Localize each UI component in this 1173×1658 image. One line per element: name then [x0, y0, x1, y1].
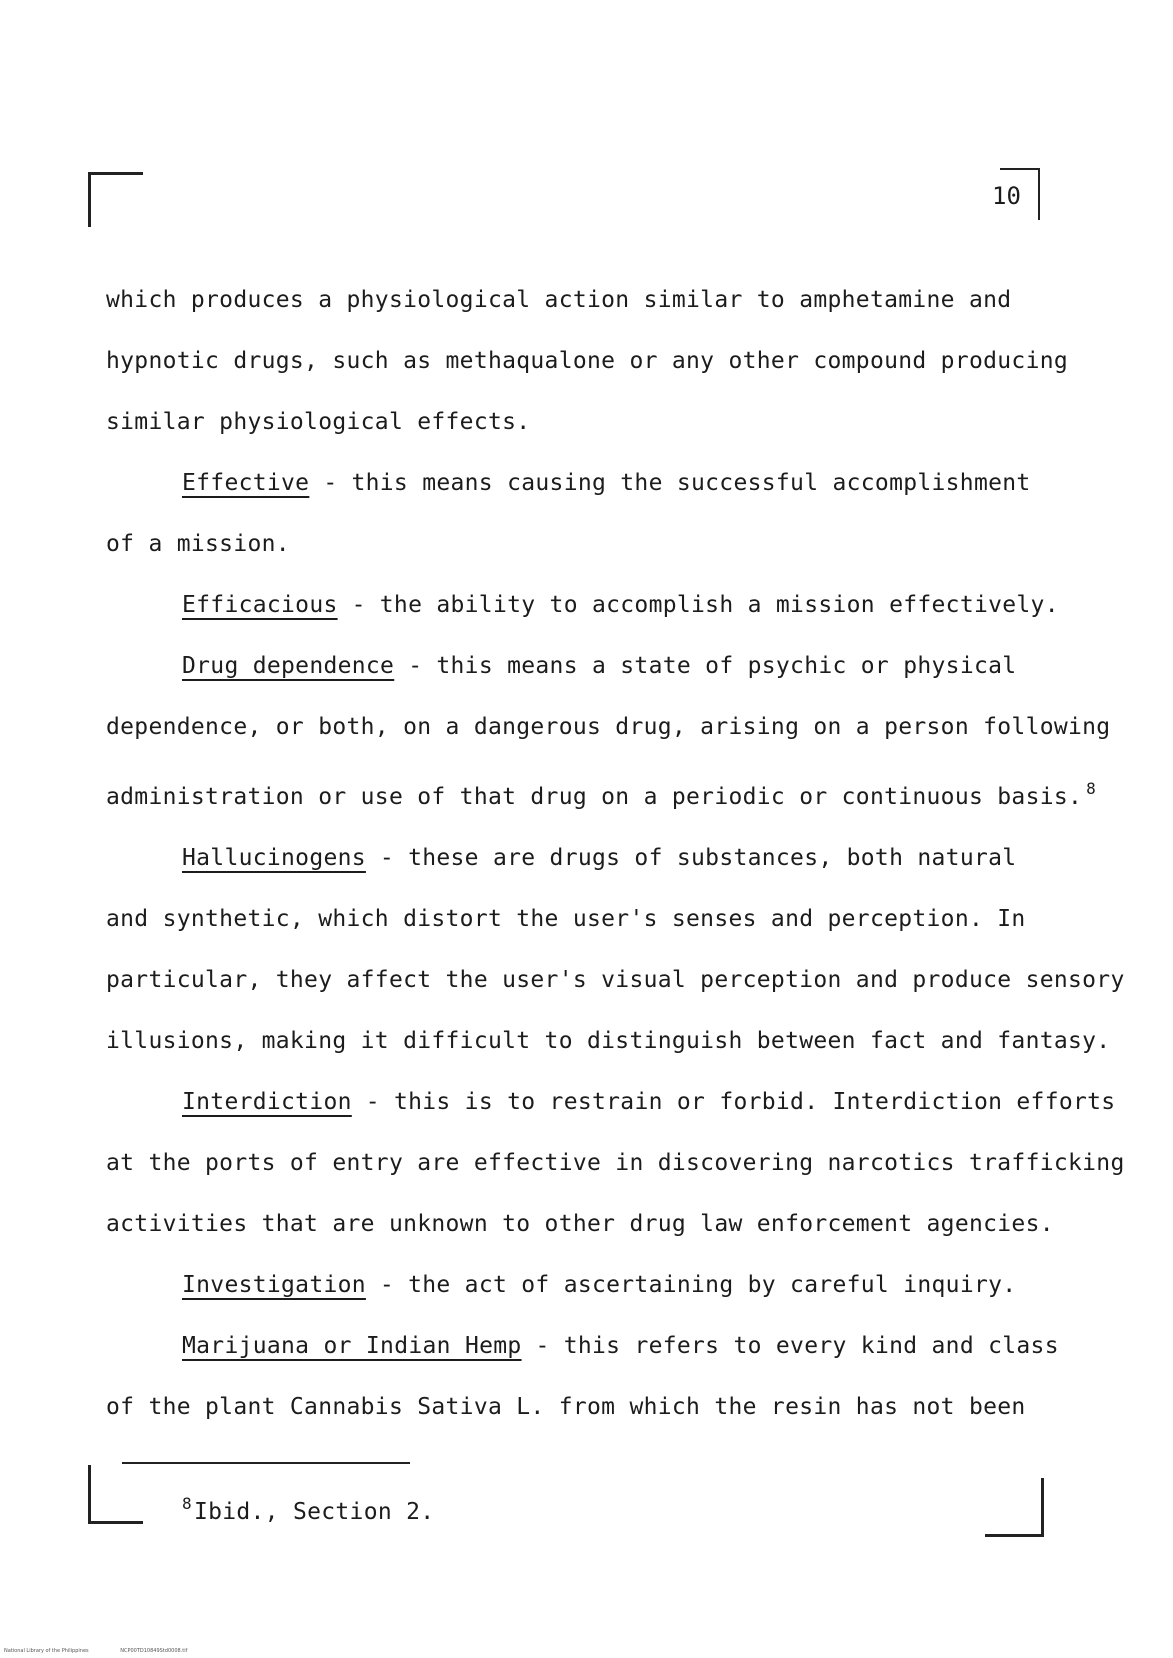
page-number: 10 [992, 182, 1021, 210]
dash: - [535, 1333, 550, 1359]
text-line: activities that are unknown to other drug law enforcement agencies. [106, 1211, 1054, 1237]
text-line: particular, they affect the user's visual perception and produce sensory [106, 967, 1125, 993]
definition-text: this means a state of psychic or physical [436, 653, 1017, 679]
footnote-divider [122, 1462, 410, 1464]
definition-drug-dependence [106, 636, 1086, 697]
dash: - [351, 592, 366, 618]
footnote-reference[interactable]: 8 [1086, 779, 1097, 798]
crop-mark-bottom-right [985, 1478, 1044, 1537]
definition-text: this is to restrain or forbid. Interdiction efforts [393, 1089, 1116, 1115]
library-stamp-left: National Library of the Philippines [4, 1648, 89, 1654]
library-stamp [4, 1648, 217, 1654]
definition-investigation [106, 1255, 1086, 1316]
library-stamp-right: NCP00TD10849Std0008.tif [120, 1648, 188, 1654]
text-line: at the ports of entry are effective in discovering narcotics trafficking [106, 1150, 1125, 1176]
dash: - [408, 653, 423, 679]
text-line: hypnotic drugs, such as methaqualone or any other compound producing [106, 348, 1069, 374]
definition-text: the act of ascertaining by careful inquiry. [408, 1272, 1017, 1298]
term-interdiction: Interdiction [182, 1089, 352, 1115]
text-line [106, 758, 1097, 828]
definition-text: these are drugs of substances, both natural [408, 845, 1017, 871]
definition-text: this refers to every kind and class [563, 1333, 1059, 1359]
text-line: of a mission. [106, 531, 290, 557]
footnote [182, 1494, 434, 1525]
term-marijuana: Marijuana or Indian Hemp [182, 1333, 522, 1359]
definition-text: this means causing the successful accomplishment [351, 470, 1031, 496]
definition-marijuana [106, 1316, 1086, 1377]
text-line: similar physiological effects. [106, 409, 531, 435]
text-line: illusions, making it difficult to distinguish between fact and fantasy. [106, 1028, 1111, 1054]
text-line: which produces a physiological action similar to amphetamine and [106, 287, 1012, 313]
dash: - [379, 1272, 395, 1298]
text-line-content: administration or use of that drug on a periodic or continuous basis. [106, 784, 1083, 810]
definition-text: the ability to accomplish a mission effectively. [379, 592, 1059, 618]
crop-mark-top-left [88, 172, 143, 227]
footnote-number: 8 [182, 1494, 192, 1513]
definition-hallucinogens [106, 828, 1086, 889]
footnote-text: Ibid., Section 2. [193, 1499, 435, 1525]
text-line: dependence, or both, on a dangerous drug, arising on a person following [106, 714, 1111, 740]
definition-effective [106, 453, 1086, 514]
text-line: and synthetic, which distort the user's senses and perception. In [106, 906, 1026, 932]
dash: - [323, 470, 338, 496]
term-drug-dependence: Drug dependence [182, 653, 395, 679]
term-efficacious: Efficacious [182, 592, 338, 618]
term-effective: Effective [182, 470, 310, 496]
dash: - [365, 1089, 380, 1115]
definition-interdiction [106, 1072, 1116, 1133]
crop-mark-bottom-left [88, 1465, 143, 1524]
dash: - [379, 845, 395, 871]
body-text [106, 270, 1125, 1438]
term-investigation: Investigation [182, 1272, 366, 1298]
text-line: of the plant Cannabis Sativa L. from which the resin has not been [106, 1394, 1026, 1420]
term-hallucinogens: Hallucinogens [182, 845, 366, 871]
definition-efficacious [106, 575, 1086, 636]
